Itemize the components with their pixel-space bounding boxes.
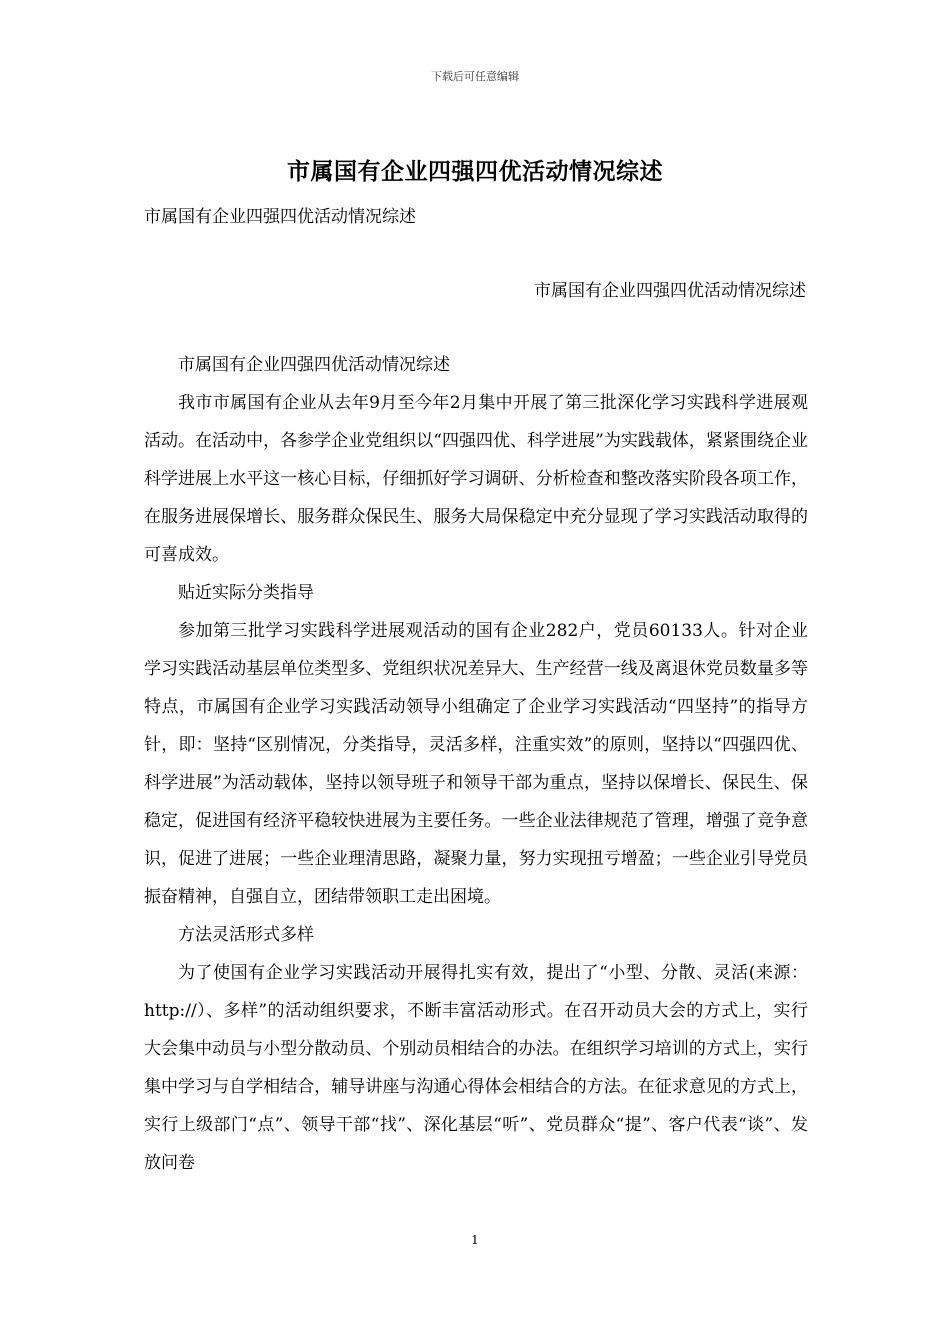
subtitle-right: 市属国有企业四强四优活动情况综述 xyxy=(534,281,806,301)
document-body xyxy=(144,346,808,1182)
page-number: 1 xyxy=(471,1233,479,1247)
document-title: 市属国有企业四强四优活动情况综述 xyxy=(287,158,663,185)
paragraph: 我市市属国有企业从去年9月至今年2月集中开展了第三批深化学习实践科学进展观活动。在活动中，各参学企业党组织以“四强四优、科学进展”为实践载体，紧紧围绕企业科学进展上水平这一核心目标，仔细抓好学习调研、分析检查和整改落实阶段各项工作，在服务进展保增长、服务群众保民生、服务大局保稳定中充分显现了学习实践活动取得的可喜成效。 xyxy=(144,393,808,565)
section-heading: 方法灵活形式多样 xyxy=(178,925,314,945)
paragraph: 参加第三批学习实践科学进展观活动的国有企业282户，党员60133人。针对企业学习实践活动基层单位类型多、党组织状况差异大、生产经营一线及离退休党员数量多等特点，市属国有企业学习实践活动领导小组确定了企业学习实践活动“四坚持”的指导方针，即：坚持“区别情况，分类指导，灵活多样，注重实效”的原则，坚持以“四强四优、科学进展”为活动载体，坚持以领导班子和领导干部为重点，坚持以保增长、保民生、保稳定，促进国有经济平稳较快进展为主要任务。一些企业法律规范了管理，增强了竞争意识，促进了进展；一些企业理清思路，凝聚力量，努力实现扭亏增盈；一些企业引导党员振奋精神，自强自立，团结带领职工走出困境。 xyxy=(144,621,808,907)
section-heading: 市属国有企业四强四优活动情况综述 xyxy=(178,355,450,375)
paragraph: 为了使国有企业学习实践活动开展得扎实有效，提出了“小型、分散、灵活(来源：http://）、多样”的活动组织要求，不断丰富活动形式。在召开动员大会的方式上，实行大会集中动员与小型分散动员、个别动员相结合的办法。在组织学习培训的方式上，实行集中学习与自学相结合，辅导讲座与沟通心得体会相结合的方法。在征求意见的方式上，实行上级部门“点”、领导干部“找”、深化基层“听”、党员群众“提”、客户代表“谈”、发放问卷 xyxy=(144,963,808,1173)
section-heading: 贴近实际分类指导 xyxy=(178,583,314,603)
header-note: 下载后可任意编辑 xyxy=(431,70,519,83)
subtitle-left: 市属国有企业四强四优活动情况综述 xyxy=(144,207,416,227)
